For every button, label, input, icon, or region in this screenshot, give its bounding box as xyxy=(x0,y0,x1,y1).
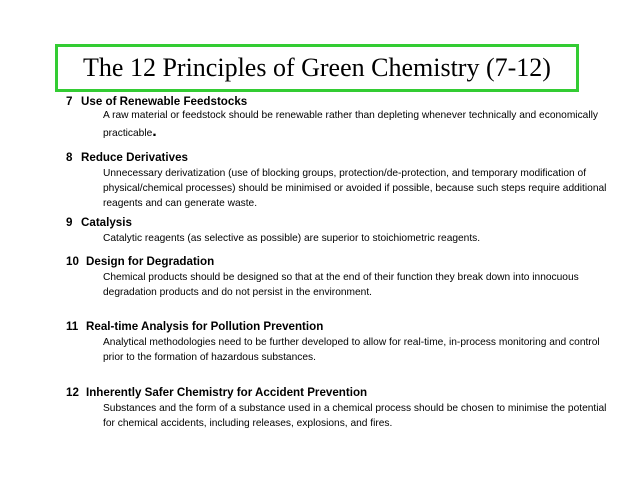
principle-12 xyxy=(66,386,616,431)
principle-title: Use of Renewable Feedstocks xyxy=(81,95,248,108)
principle-title: Reduce Derivatives xyxy=(81,151,188,164)
principle-heading xyxy=(66,151,616,165)
principle-text: A raw material or feedstock should be renewable rather than depleting whenever technically and economically practicable xyxy=(103,110,598,139)
principle-number: 12 xyxy=(66,386,79,399)
principle-description: Chemical products should be designed so that at the end of their function they break down into innocuous degradation products and do not persist in the environment. xyxy=(103,272,579,298)
principle-number: 11 xyxy=(66,320,79,333)
title-box xyxy=(55,44,579,92)
principle-title: Inherently Safer Chemistry for Accident Prevention xyxy=(86,386,368,399)
principle-heading xyxy=(66,320,616,334)
trailing-period: . xyxy=(152,123,157,140)
principle-description xyxy=(103,107,613,143)
principle-description: Catalytic reagents (as selective as possible) are superior to stoichiometric reagents. xyxy=(103,233,481,244)
principle-9 xyxy=(66,216,616,246)
principle-title: Design for Degradation xyxy=(86,255,215,268)
principle-title: Real-time Analysis for Pollution Prevention xyxy=(86,320,324,333)
principle-heading xyxy=(66,386,616,400)
principle-7 xyxy=(66,95,616,143)
principle-description: Substances and the form of a substance used in a chemical process should be chosen to minimise the potential for chemical accidents, including releases, explosions, and fires. xyxy=(103,403,607,429)
principle-heading xyxy=(66,216,616,230)
principle-number: 7 xyxy=(66,95,73,108)
principle-8 xyxy=(66,151,616,211)
page-title: The 12 Principles of Green Chemistry (7-12) xyxy=(83,53,551,82)
principle-heading xyxy=(66,255,616,269)
principle-title: Catalysis xyxy=(81,216,132,229)
principle-number: 10 xyxy=(66,255,79,268)
principle-number: 8 xyxy=(66,151,73,164)
principle-11 xyxy=(66,320,616,365)
principle-description: Analytical methodologies need to be further developed to allow for real-time, in-process monitoring and control prior to the formation of hazardous substances. xyxy=(103,337,600,363)
principle-description: Unnecessary derivatization (use of blocking groups, protection/de-protection, and temporary modification of physical/chemical processes) should be minimised or avoided if possible, because such steps require additional reagents and can generate waste. xyxy=(103,168,607,209)
principle-number: 9 xyxy=(66,216,73,229)
principle-10 xyxy=(66,255,616,300)
